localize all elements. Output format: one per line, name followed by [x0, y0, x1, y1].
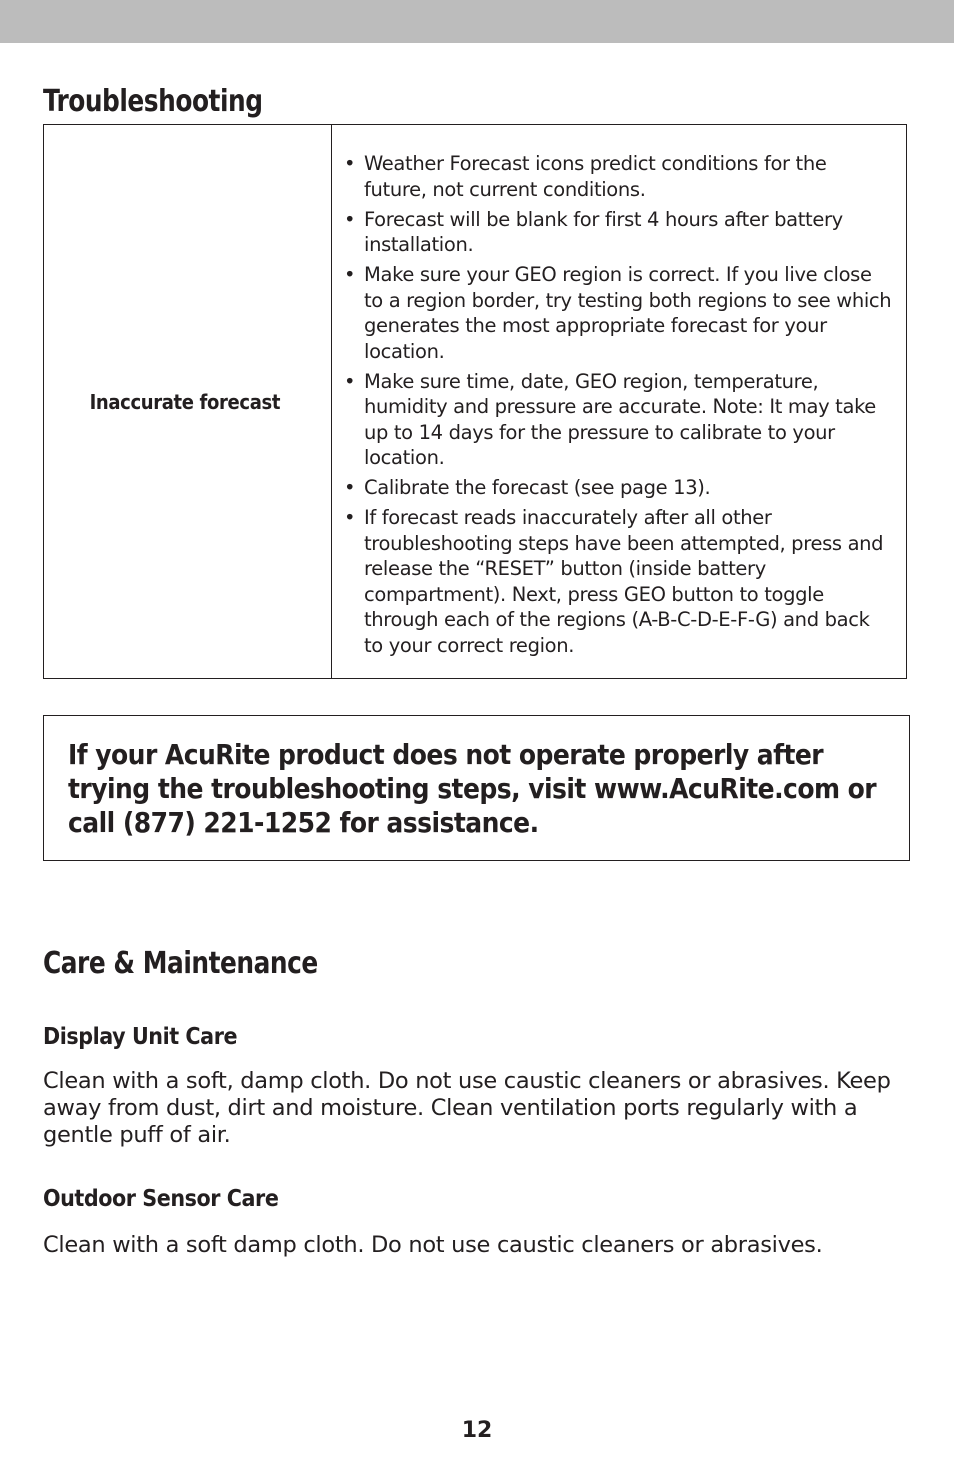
solution-item: [344, 369, 892, 471]
solution-item: [344, 262, 892, 364]
problem-cell: [44, 125, 332, 678]
outdoor-sensor-care-text: Clean with a soft damp cloth. Do not use caustic cleaners or abrasives.: [43, 1232, 823, 1258]
care-maintenance-title: Care & Maintenance: [43, 946, 318, 981]
solution-item: [344, 151, 892, 202]
solution-text: If forecast reads inaccurately after all other troubleshooting steps have been attempted, press and release the “RESET” button (inside battery compartment). Next, press GEO button to toggle through each of the regions (A-B-C-D-E-F-G) and back to your correct region.: [364, 506, 884, 657]
solution-text: Make sure your GEO region is correct. If you live close to a region border, try testing both regions to see which generates the most appropriate forecast for your location.: [364, 263, 892, 363]
solution-list: [344, 151, 892, 658]
solution-cell: [332, 125, 906, 678]
bullet-icon: •: [344, 152, 356, 175]
outdoor-sensor-care-heading: Outdoor Sensor Care: [43, 1186, 279, 1212]
bullet-icon: •: [344, 476, 356, 499]
troubleshooting-table: [43, 124, 907, 679]
solution-item: [344, 475, 892, 501]
troubleshooting-title: Troubleshooting: [43, 84, 263, 119]
display-unit-care-text: Clean with a soft, damp cloth. Do not use caustic cleaners or abrasives. Keep away from dust, dirt and moisture. Clean ventilation ports regularly with a gentle puff of air.: [43, 1068, 891, 1148]
page-number: 12: [461, 1418, 493, 1443]
solution-item: [344, 505, 892, 658]
solution-text: Weather Forecast icons predict conditions for the future, not current conditions.: [364, 152, 827, 201]
header-bar: [0, 0, 954, 43]
bullet-icon: •: [344, 369, 356, 393]
display-unit-care-heading: Display Unit Care: [43, 1024, 238, 1050]
support-notice-text: If your AcuRite product does not operate properly after trying the troubleshooting steps, visit www.AcuRite.com or call (877) 221-1252 for assistance.: [68, 739, 877, 839]
solution-item: [344, 207, 892, 258]
support-notice-box: [43, 715, 910, 861]
solution-text: Make sure time, date, GEO region, temperature, humidity and pressure are accurate. Note: It may take up to 14 days for the pressure to calibrate to your location.: [364, 369, 876, 469]
problem-label: Inaccurate forecast: [89, 389, 280, 414]
bullet-icon: •: [344, 263, 356, 286]
bullet-icon: •: [344, 207, 356, 231]
bullet-icon: •: [344, 506, 356, 529]
solution-text: Calibrate the forecast (see page 13).: [364, 476, 711, 499]
solution-text: Forecast will be blank for first 4 hours after battery installation.: [364, 207, 843, 256]
